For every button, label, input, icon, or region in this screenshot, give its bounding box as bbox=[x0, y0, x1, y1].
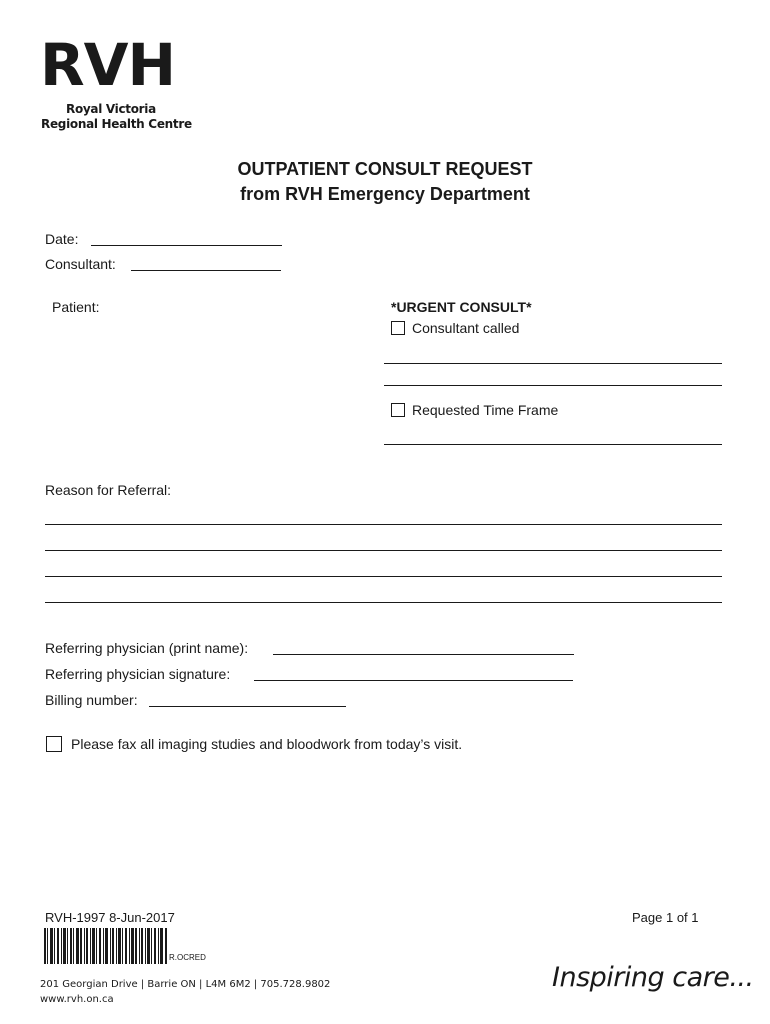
urgent-consult-heading: *URGENT CONSULT* bbox=[391, 299, 532, 315]
billing-field[interactable] bbox=[149, 706, 346, 707]
time-frame-line[interactable] bbox=[384, 444, 722, 445]
consultant-called-label: Consultant called bbox=[412, 320, 520, 336]
logo-name-line2: Regional Health Centre bbox=[41, 117, 192, 131]
reason-line-3[interactable] bbox=[45, 576, 722, 577]
reason-line-4[interactable] bbox=[45, 602, 722, 603]
fax-notice-checkbox[interactable] bbox=[46, 736, 62, 752]
requested-time-frame-label: Requested Time Frame bbox=[412, 402, 559, 418]
website-text: www.rvh.on.ca bbox=[40, 994, 114, 1005]
consultant-called-checkbox[interactable] bbox=[391, 321, 405, 335]
form-title: OUTPATIENT CONSULT REQUEST bbox=[237, 159, 533, 179]
date-label: Date: bbox=[45, 231, 79, 247]
barcode-icon bbox=[44, 928, 168, 964]
form-subtitle: from RVH Emergency Department bbox=[240, 184, 530, 204]
form-code: RVH-1997 8-Jun-2017 bbox=[45, 910, 175, 925]
footer-address bbox=[40, 977, 330, 1007]
referring-name-label: Referring physician (print name): bbox=[45, 640, 249, 656]
urgent-line-1[interactable] bbox=[384, 363, 722, 364]
address-text: 201 Georgian Drive | Barrie ON | L4M 6M2 | 705.728.9802 bbox=[40, 979, 331, 990]
rvh-logo bbox=[40, 31, 176, 99]
requested-time-frame-checkbox[interactable] bbox=[391, 403, 405, 417]
date-field[interactable] bbox=[91, 245, 282, 246]
referring-signature-field[interactable] bbox=[254, 680, 573, 681]
patient-label: Patient: bbox=[52, 299, 100, 315]
referring-name-field[interactable] bbox=[273, 654, 574, 655]
reason-line-1[interactable] bbox=[45, 524, 722, 525]
fax-notice-label: Please fax all imaging studies and bloodwork from today’s visit. bbox=[71, 736, 463, 752]
consultant-label: Consultant: bbox=[45, 256, 116, 272]
logo-name-line1: Royal Victoria bbox=[66, 102, 156, 116]
urgent-line-2[interactable] bbox=[384, 385, 722, 386]
page-number: Page 1 of 1 bbox=[632, 910, 699, 925]
referring-signature-label: Referring physician signature: bbox=[45, 666, 231, 682]
logo-letters: RVH bbox=[40, 31, 176, 99]
reason-line-2[interactable] bbox=[45, 550, 722, 551]
reason-label: Reason for Referral: bbox=[45, 482, 172, 498]
billing-label: Billing number: bbox=[45, 692, 138, 708]
consultant-field[interactable] bbox=[131, 270, 281, 271]
tagline: Inspiring care... bbox=[552, 962, 754, 993]
barcode-caption: R.OCRED bbox=[169, 953, 206, 962]
